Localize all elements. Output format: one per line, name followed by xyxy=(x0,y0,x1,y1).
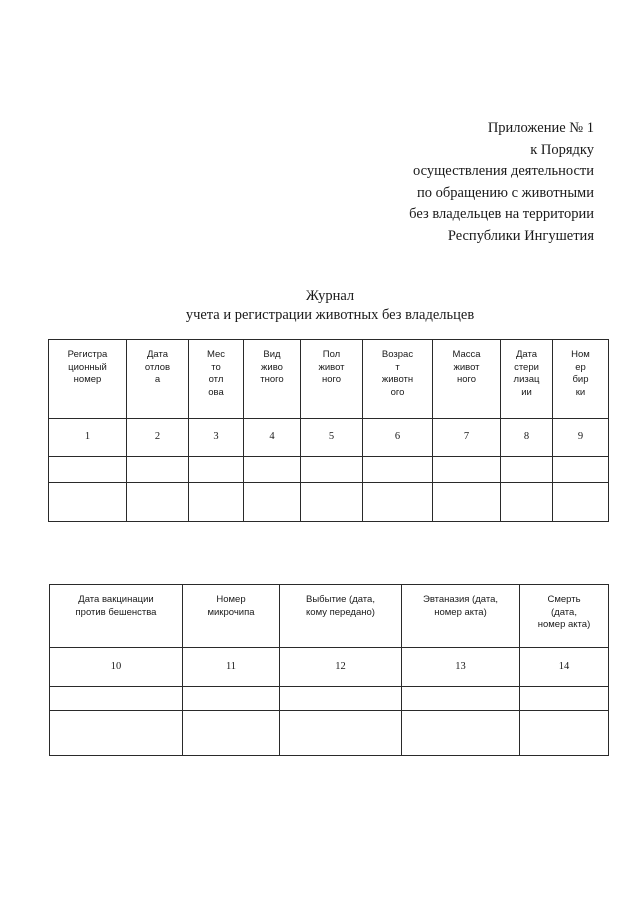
empty-cell xyxy=(49,457,127,483)
empty-cell xyxy=(280,711,402,756)
empty-cell xyxy=(363,483,433,522)
column-number-row xyxy=(50,648,609,687)
appendix-line: Республики Ингушетия xyxy=(447,227,594,244)
journal-table-2 xyxy=(49,584,609,756)
column-header: Выбытие (дата, кому передано) xyxy=(280,585,402,648)
column-number: 4 xyxy=(244,419,301,457)
column-number-row xyxy=(49,419,609,457)
column-header: Регистра ционный номер xyxy=(49,340,127,419)
column-header: Эвтаназия (дата, номер акта) xyxy=(402,585,520,648)
appendix-line: по обращению с животными xyxy=(417,184,594,201)
journal-table-1 xyxy=(48,339,609,522)
column-number: 7 xyxy=(433,419,501,457)
empty-cell xyxy=(501,483,553,522)
empty-cell xyxy=(433,483,501,522)
empty-cell xyxy=(244,483,301,522)
empty-cell xyxy=(553,483,609,522)
column-header: Ном ер бир ки xyxy=(553,340,609,419)
empty-cell xyxy=(402,711,520,756)
column-header: Дата стери лизац ии xyxy=(501,340,553,419)
empty-cell xyxy=(363,457,433,483)
column-number: 1 xyxy=(49,419,127,457)
column-header: Пол живот ного xyxy=(301,340,363,419)
column-number: 14 xyxy=(520,648,609,687)
empty-cell xyxy=(433,457,501,483)
appendix-header xyxy=(409,118,594,247)
empty-cell xyxy=(50,711,183,756)
column-header: Смерть (дата, номер акта) xyxy=(520,585,609,648)
column-number: 5 xyxy=(301,419,363,457)
empty-cell xyxy=(301,483,363,522)
column-header: Дата вакцинации против бешенства xyxy=(50,585,183,648)
empty-cell xyxy=(501,457,553,483)
column-number: 8 xyxy=(501,419,553,457)
column-number: 13 xyxy=(402,648,520,687)
empty-cell xyxy=(183,687,280,711)
empty-cell xyxy=(189,483,244,522)
appendix-line: Приложение № 1 xyxy=(487,120,594,136)
appendix-line: к Порядку xyxy=(530,141,594,158)
column-number: 3 xyxy=(189,419,244,457)
journal-title xyxy=(0,287,640,325)
column-header: Вид живо тного xyxy=(244,340,301,419)
column-header: Дата отлов а xyxy=(127,340,189,419)
empty-cell xyxy=(127,457,189,483)
column-number: 9 xyxy=(553,419,609,457)
empty-cell xyxy=(50,687,183,711)
journal-title-line1: Журнал xyxy=(305,288,355,304)
column-header: Масса живот ного xyxy=(433,340,501,419)
empty-cell xyxy=(553,457,609,483)
appendix-line: без владельцев на территории xyxy=(409,206,594,222)
empty-cell xyxy=(280,687,402,711)
appendix-line: осуществления деятельности xyxy=(413,163,594,179)
empty-cell xyxy=(183,711,280,756)
table-header-row xyxy=(49,340,609,419)
table-row xyxy=(49,457,609,483)
empty-cell xyxy=(402,687,520,711)
column-number: 11 xyxy=(183,648,280,687)
table-row xyxy=(50,687,609,711)
empty-cell xyxy=(127,483,189,522)
empty-cell xyxy=(49,483,127,522)
column-header: Номер микрочипа xyxy=(183,585,280,648)
column-header: Возрас т животн ого xyxy=(363,340,433,419)
table-header-row xyxy=(50,585,609,648)
column-number: 12 xyxy=(280,648,402,687)
empty-cell xyxy=(301,457,363,483)
empty-cell xyxy=(520,687,609,711)
column-number: 2 xyxy=(127,419,189,457)
column-number: 10 xyxy=(50,648,183,687)
empty-cell xyxy=(520,711,609,756)
table-row xyxy=(50,711,609,756)
empty-cell xyxy=(244,457,301,483)
journal-title-line2: учета и регистрации животных без владельцев xyxy=(185,307,475,323)
column-header: Мес то отл ова xyxy=(189,340,244,419)
table-row xyxy=(49,483,609,522)
empty-cell xyxy=(189,457,244,483)
column-number: 6 xyxy=(363,419,433,457)
